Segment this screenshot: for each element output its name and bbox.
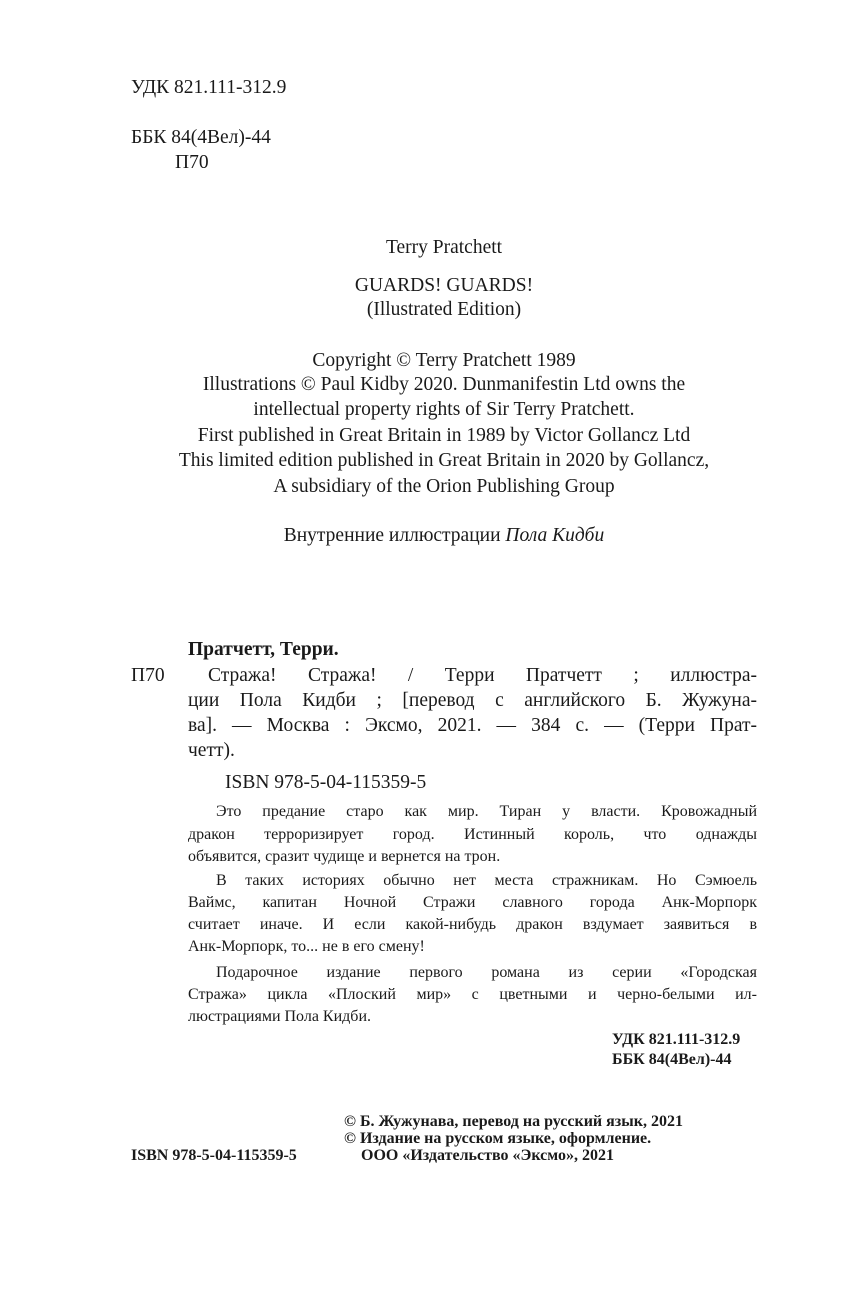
annotation-line: объявится, сразит чудище и вернется на трон. [188, 848, 501, 865]
copyright-line: intellectual property rights of Sir Terry Pratchett. [253, 399, 635, 420]
bibliographic-isbn: ISBN 978-5-04-115359-5 [225, 772, 427, 793]
illustrations-label: Внутренние иллюстрации [283, 525, 501, 546]
annotation-line: Ваймс, капитан Ночной Стражи славного города Анк-Морпорк [188, 894, 757, 911]
copyright-line: Copyright © Terry Pratchett 1989 [312, 350, 576, 371]
copyright-line: Illustrations © Paul Kidby 2020. Dunmanifestin Ltd owns the [202, 374, 686, 395]
bbk-code: ББК 84(4Вел)-44 [131, 127, 271, 148]
footer-udk: УДК 821.111-312.9 [612, 1031, 741, 1048]
illustrator-name: Пола Кидби [505, 525, 605, 546]
original-title: GUARDS! GUARDS! [354, 275, 534, 296]
bibliographic-line: четт). [188, 740, 235, 761]
annotation-line: Это предание старо как мир. Тиран у власти. Кровожадный [216, 803, 757, 820]
illustrations-credit [131, 524, 757, 548]
annotation-line: Анк-Морпорк, то... не в его смену! [188, 938, 425, 955]
author-mark: П70 [175, 152, 209, 173]
annotation-line: люстрациями Пола Кидби. [188, 1008, 372, 1025]
original-edition: (Illustrated Edition) [366, 299, 522, 320]
bibliographic-line: Стража! Стража! / Терри Пратчетт ; иллюстра- [208, 665, 757, 686]
copyright-line: This limited edition published in Great Britain in 2020 by Gollancz, [178, 450, 710, 471]
original-author: Terry Pratchett [385, 237, 503, 258]
bibliographic-line: ва]. — Москва : Эксмо, 2021. — 384 с. — (Терри Прат- [188, 715, 757, 736]
copyright-line: A subsidiary of the Orion Publishing Group [273, 476, 615, 497]
copyright-line: First published in Great Britain in 1989 by Victor Gollancz Ltd [197, 425, 691, 446]
copyright-publisher: ООО «Издательство «Эксмо», 2021 [361, 1147, 614, 1164]
copyright-translation: © Б. Жужунава, перевод на русский язык, 2021 [344, 1113, 683, 1130]
footer-isbn: ISBN 978-5-04-115359-5 [131, 1147, 297, 1164]
bibliographic-mark: П70 [131, 665, 165, 686]
annotation-line: Подарочное издание первого романа из серии «Городская [216, 964, 757, 981]
footer-bbk: ББК 84(4Вел)-44 [612, 1051, 732, 1068]
bibliographic-heading: Пратчетт, Терри. [188, 639, 339, 660]
bibliographic-line: ции Пола Кидби ; [перевод с английского Б. Жужуна- [188, 690, 757, 711]
udk-code: УДК 821.111-312.9 [131, 77, 287, 98]
annotation-line: Стража» цикла «Плоский мир» с цветными и черно-белыми ил- [188, 986, 757, 1003]
annotation-line: В таких историях обычно нет места стражникам. Но Сэмюель [216, 872, 757, 889]
copyright-edition: © Издание на русском языке, оформление. [344, 1130, 652, 1147]
annotation-line: считает иначе. И если какой-нибудь дракон вздумает заявиться в [188, 916, 757, 933]
annotation-line: дракон терроризирует город. Истинный король, что однажды [188, 826, 757, 843]
